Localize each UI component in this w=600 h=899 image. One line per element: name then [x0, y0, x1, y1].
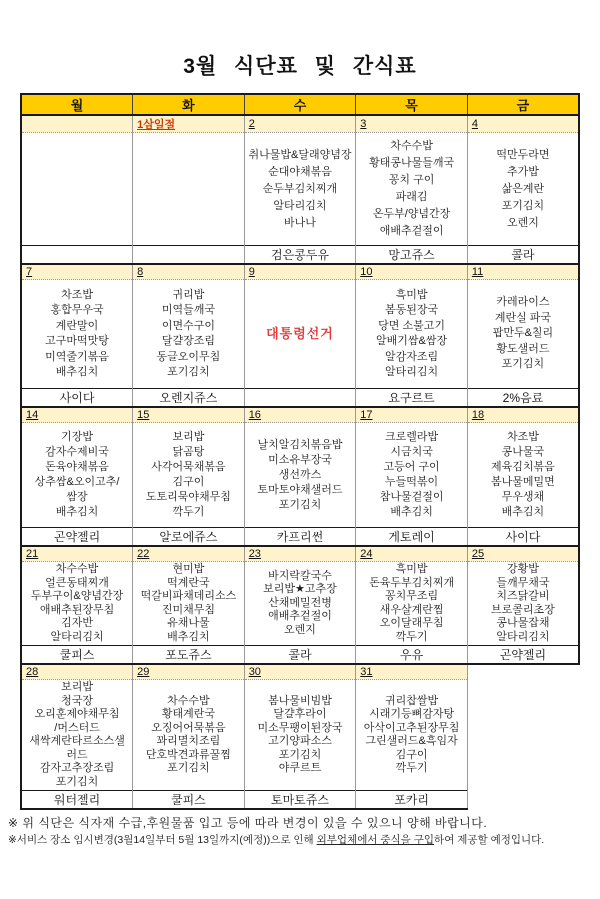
- snack-cell: 콜라: [244, 646, 356, 665]
- menu-item: 계란실 파국: [494, 311, 552, 324]
- date-cell: [133, 264, 245, 280]
- menu-item: 미역들깨국: [161, 304, 215, 316]
- date-label: 4: [471, 118, 478, 130]
- snack-cell: 토마토쥬스: [244, 791, 356, 810]
- weekday-header-row: [21, 94, 579, 115]
- menu-item: 애배추겉절이: [379, 225, 444, 237]
- menu-item: 바나나: [284, 216, 316, 229]
- date-cell: [244, 115, 356, 133]
- snack-cell: [21, 246, 133, 265]
- menu-cell: [356, 680, 468, 791]
- menu-item: 알타리김치: [50, 630, 104, 643]
- menu-item: 포기김치: [501, 199, 545, 212]
- menu-item: 귀리찹쌀밥: [385, 694, 439, 707]
- menu-item: 미소무팽이된장국: [257, 721, 343, 734]
- date-label: 7: [26, 266, 33, 278]
- date-label: 15: [137, 409, 150, 421]
- week-1-snack-row: [21, 389, 579, 408]
- menu-item: /머스터드: [54, 721, 100, 734]
- menu-item: 깍두기: [172, 506, 205, 518]
- menu-cell: [21, 562, 133, 646]
- menu-item: 아삭이고추된장무침: [363, 721, 460, 734]
- menu-item: 미역줄기볶음: [45, 350, 109, 363]
- menu-item: 도토리묵야채무침: [145, 491, 231, 503]
- date-cell: [21, 264, 133, 280]
- menu-item: 배추김치: [167, 630, 210, 643]
- menu-item: 콩나물국: [501, 446, 545, 458]
- date-label: 1삼일절: [137, 119, 176, 131]
- menu-item: 달걀장조림: [161, 335, 215, 347]
- menu-cell: [21, 133, 133, 246]
- date-label: 16: [248, 409, 261, 421]
- menu-item: 차수수밥: [167, 694, 210, 707]
- snack-cell: 망고쥬스: [356, 246, 468, 265]
- date-label: 2: [248, 118, 255, 130]
- week-1-date-row: [21, 264, 579, 280]
- menu-item: 산채메밀전병: [268, 596, 332, 609]
- date-cell: [21, 546, 133, 562]
- menu-cell: [21, 423, 133, 528]
- note-service-location: [8, 832, 600, 847]
- menu-item: 러드: [66, 748, 88, 761]
- date-label: 31: [360, 666, 373, 678]
- menu-cell: [21, 280, 133, 389]
- date-cell: [133, 115, 245, 133]
- menu-item: 배추김치: [55, 506, 99, 518]
- menu-item: 떡만두라면: [496, 148, 550, 161]
- menu-item: 치즈닭갈비: [496, 590, 550, 602]
- menu-item: 차조밥: [506, 431, 539, 443]
- menu-item: 오징어어묵볶음: [151, 721, 226, 734]
- week-1-menu-row: [21, 280, 579, 389]
- menu-item: 강황밥: [506, 563, 539, 575]
- menu-item: 쌈장: [66, 491, 88, 503]
- menu-item: 귀리밥: [172, 288, 205, 301]
- snack-cell: [133, 246, 245, 265]
- menu-item: 추가밥: [506, 165, 539, 178]
- note-line2-underlined: 외부업체에서 중식을 구입: [316, 834, 435, 846]
- menu-cell: [356, 562, 468, 646]
- menu-item: 그린샐러드&흑임자: [365, 735, 458, 747]
- weekday-header-0: 월: [21, 94, 133, 115]
- menu-item: 봄나물비빔밥: [268, 694, 332, 707]
- menu-cell: [467, 562, 579, 646]
- menu-cell: [244, 562, 356, 646]
- snack-cell: 사이다: [467, 528, 579, 547]
- menu-item: 상추쌈&오이고추/: [34, 476, 120, 488]
- menu-item: 오이달래무침: [379, 617, 444, 629]
- date-label: 22: [137, 548, 150, 560]
- menu-item: 황태계란국: [161, 708, 215, 720]
- menu-item: 순두부김치찌개: [262, 182, 338, 195]
- menu-item: 애배추된장무침: [39, 603, 115, 616]
- snack-cell: 콜라: [467, 246, 579, 265]
- menu-cell: [244, 280, 356, 389]
- date-cell: [467, 407, 579, 423]
- menu-cell: [356, 423, 468, 528]
- date-label: 14: [26, 409, 39, 421]
- menu-item: 바지락칼국수: [268, 569, 332, 582]
- snack-cell: 오렌지쥬스: [133, 389, 245, 408]
- menu-item: 누들떡볶이: [385, 476, 439, 488]
- date-label: 28: [26, 666, 39, 678]
- date-label: 17: [360, 409, 373, 421]
- menu-item: 차수수밥: [390, 140, 433, 152]
- snack-cell: [244, 389, 356, 408]
- menu-item: 깍두기: [395, 630, 428, 643]
- menu-item: 온두부/양념간장: [372, 208, 451, 220]
- menu-item: 김자반: [61, 617, 93, 629]
- menu-item: 알감자조림: [385, 350, 439, 363]
- menu-cell: [356, 280, 468, 389]
- note-line2-pre: ※서비스 장소 임시변경(3월14일부터 5월 13일까지(예정))으로 인해: [8, 834, 317, 846]
- snack-cell: 알로에쥬스: [133, 528, 245, 547]
- snack-cell: 쿨피스: [133, 791, 245, 810]
- menu-item: 알배기쌈&쌈장: [376, 335, 448, 347]
- weekday-header-3: 목: [356, 94, 468, 115]
- week-4-date-row: [21, 664, 579, 680]
- menu-item: 제육김치볶음: [491, 461, 555, 473]
- date-cell: [467, 546, 579, 562]
- menu-item: 돈육두부김치찌개: [369, 576, 455, 589]
- date-label: 25: [471, 548, 485, 560]
- snack-cell: 요구르트: [356, 389, 468, 408]
- menu-item: 황태콩나물들깨국: [369, 157, 455, 169]
- menu-item: 미소유부장국: [268, 453, 332, 466]
- menu-item: 차수수밥: [55, 563, 99, 575]
- menu-cell: [356, 133, 468, 246]
- date-cell: [133, 664, 245, 680]
- menu-item: 김구이: [172, 476, 205, 488]
- menu-cell: [244, 423, 356, 528]
- menu-item: 홍합무우국: [50, 304, 104, 316]
- meal-plan-body: [21, 115, 579, 809]
- week-0-date-row: [21, 115, 579, 133]
- menu-item: 달걀후라이: [273, 708, 327, 720]
- menu-item: 청국장: [61, 694, 93, 707]
- snack-cell: 곤약젤리: [467, 646, 579, 665]
- menu-item: 포기김치: [278, 498, 322, 511]
- date-cell: [356, 115, 468, 133]
- menu-item: 떡계란국: [167, 576, 210, 589]
- menu-item: 깍두기: [395, 762, 428, 774]
- menu-item: 기장밥: [61, 431, 93, 443]
- date-label: 8: [137, 266, 144, 278]
- menu-item: 꽈리멸치조림: [156, 735, 221, 747]
- menu-item: 포기김치: [501, 358, 545, 371]
- menu-cell: [467, 133, 579, 246]
- snack-cell: 쿨피스: [21, 646, 133, 665]
- date-cell: [467, 115, 579, 133]
- menu-item: 파래김: [395, 191, 428, 203]
- date-label: 23: [248, 548, 261, 560]
- week-4-menu-row: [21, 680, 579, 791]
- menu-item: 시래기등뼈감자탕: [369, 708, 455, 720]
- menu-item: 김구이: [395, 748, 428, 761]
- menu-item: 순대야채볶음: [268, 165, 332, 178]
- snack-cell: 포카리: [356, 791, 468, 810]
- snack-cell: 사이다: [21, 389, 133, 408]
- menu-item: 단호박견과류꿀찜: [145, 748, 231, 761]
- date-label: 29: [137, 666, 150, 678]
- week-2-date-row: [21, 407, 579, 423]
- menu-item: 흑미밥: [395, 288, 428, 301]
- snack-cell: 카프리썬: [244, 528, 356, 547]
- date-cell: [356, 407, 468, 423]
- menu-item: 알타리김치: [496, 630, 550, 643]
- menu-item: 황도샐러드: [496, 342, 550, 355]
- menu-item: 계란말이: [55, 319, 99, 332]
- menu-item: 배추김치: [501, 506, 545, 518]
- date-cell: [467, 664, 579, 680]
- snack-cell: 곤약젤리: [21, 528, 133, 547]
- week-3-date-row: [21, 546, 579, 562]
- date-cell: [244, 546, 356, 562]
- menu-item: 새싹계란타르소스샐: [29, 735, 125, 747]
- menu-item: 보리밥★고추장: [263, 583, 337, 596]
- weekday-header-1: 화: [133, 94, 245, 115]
- week-2-snack-row: [21, 528, 579, 547]
- week-3-snack-row: [21, 646, 579, 665]
- date-label: 24: [360, 548, 373, 560]
- note-line2-post: 하여 제공할 예정입니다.: [434, 834, 545, 846]
- menu-item: 새우살계란찜: [379, 603, 444, 616]
- menu-cell: [133, 680, 245, 791]
- date-cell: [244, 407, 356, 423]
- menu-item: 포기김치: [167, 762, 210, 774]
- menu-item: 두부구이&양념간장: [30, 590, 124, 602]
- menu-item: 흑미밥: [395, 563, 428, 575]
- menu-item: 고구마떡맛탕: [45, 335, 109, 347]
- menu-item: 오리훈제야채무침: [34, 708, 120, 720]
- menu-item: 팝만두&칠리: [492, 327, 554, 340]
- menu-item: 포기김치: [55, 775, 99, 788]
- menu-item: 당면 소불고기: [378, 319, 445, 332]
- menu-item: 브로콜리초장: [491, 603, 555, 616]
- snack-cell: 검은콩두유: [244, 246, 356, 265]
- date-cell: [244, 664, 356, 680]
- menu-item: 크로렐라밥: [385, 431, 439, 443]
- menu-item: 배추김치: [55, 366, 99, 378]
- menu-cell: [133, 280, 245, 389]
- date-cell: [356, 546, 468, 562]
- menu-item: 콩나물잡채: [496, 617, 550, 629]
- menu-item: 보리밥: [172, 431, 205, 443]
- date-cell: [244, 264, 356, 280]
- menu-item: 봄동된장국: [385, 304, 439, 316]
- date-cell: [21, 407, 133, 423]
- snack-cell: [467, 791, 579, 810]
- menu-item: 들깨무채국: [496, 576, 550, 589]
- menu-cell: [467, 280, 579, 389]
- menu-cell: [244, 680, 356, 791]
- menu-item: 꽁치 구이: [388, 174, 435, 186]
- menu-item: 애배추겉절이: [268, 610, 332, 623]
- menu-item: 포기김치: [278, 748, 322, 761]
- menu-item: 봄나물메밀면: [491, 476, 555, 488]
- menu-item: 떡갈비파채데리소스: [140, 590, 237, 602]
- date-label: 11: [471, 266, 484, 278]
- menu-item: 고등어 구이: [383, 461, 440, 473]
- menu-item: 카레라이스: [496, 296, 550, 309]
- week-0-menu-row: [21, 133, 579, 246]
- menu-cell: [133, 133, 245, 246]
- menu-item: 돈육야채볶음: [45, 461, 109, 473]
- date-label: 3: [360, 118, 367, 130]
- menu-item: 감자고추장조림: [39, 762, 115, 774]
- menu-item: 날치알김치볶음밥: [257, 438, 343, 451]
- menu-item: 보리밥: [61, 681, 93, 693]
- menu-item: 토마토야채샐러드: [257, 483, 343, 496]
- menu-item: 진미채무침: [161, 603, 215, 616]
- date-label: 9: [248, 266, 255, 278]
- date-label: 30: [248, 666, 261, 678]
- date-cell: [356, 264, 468, 280]
- menu-item: 사각어묵채볶음: [151, 461, 226, 473]
- snack-cell: 2%음료: [467, 389, 579, 408]
- menu-cell: [244, 133, 356, 246]
- weekday-header-row-inner: [21, 94, 579, 115]
- date-label: 10: [360, 266, 373, 278]
- week-2-menu-row: [21, 423, 579, 528]
- menu-item: 오렌지: [284, 623, 316, 636]
- date-label: 18: [471, 409, 485, 421]
- menu-item: 감자수제비국: [45, 446, 109, 458]
- menu-item: 오렌지: [506, 216, 539, 229]
- menu-item: 얼큰동태찌개: [45, 576, 109, 589]
- week-0-snack-row: [21, 246, 579, 265]
- footer-notes: [8, 814, 600, 847]
- menu-cell: [133, 423, 245, 528]
- menu-item: 참나물겉절이: [379, 491, 444, 503]
- snack-cell: 우유: [356, 646, 468, 665]
- menu-item: 무우생채: [501, 491, 545, 503]
- date-cell: [21, 664, 133, 680]
- menu-item: 생선까스: [278, 468, 322, 481]
- menu-item: 꽁치무조림: [385, 590, 439, 602]
- snack-cell: 포도쥬스: [133, 646, 245, 665]
- menu-item: 고기양파소스: [268, 735, 332, 747]
- menu-cell: [133, 562, 245, 646]
- menu-cell: [21, 680, 133, 791]
- menu-item: 차조밥: [61, 288, 93, 301]
- date-cell: [21, 115, 133, 133]
- snack-cell: 워터젤리: [21, 791, 133, 810]
- note-supply-change: ※ 위 식단은 식자재 수급,후원물품 입고 등에 따라 변경이 있을 수 있으니 양해 바랍니다.: [8, 816, 488, 830]
- menu-item: 닭곰탕: [172, 446, 205, 458]
- menu-cell: [467, 423, 579, 528]
- weekday-header-2: 수: [244, 94, 356, 115]
- menu-item: 이면수구이: [161, 319, 215, 332]
- menu-item: 알타리김치: [385, 366, 439, 378]
- snack-cell: 게토레이: [356, 528, 468, 547]
- meal-plan-table: [20, 93, 580, 810]
- date-label: 21: [26, 548, 39, 560]
- menu-item: 취나물밥&달래양념장: [248, 148, 352, 161]
- date-cell: [133, 546, 245, 562]
- menu-cell: [467, 680, 579, 791]
- election-notice: 대통령선거: [266, 326, 334, 342]
- menu-item: 포기김치: [167, 366, 210, 378]
- menu-item: 삶은계란: [501, 182, 545, 195]
- date-cell: [133, 407, 245, 423]
- page-title: 3월 식단표 및 간식표: [183, 55, 417, 78]
- menu-item: 유채나물: [167, 617, 210, 629]
- menu-item: 알타리김치: [273, 199, 327, 212]
- menu-item: 시금치국: [390, 446, 433, 458]
- date-cell: [356, 664, 468, 680]
- menu-item: 현미밥: [172, 563, 205, 575]
- weekday-header-4: 금: [467, 94, 579, 115]
- menu-item: 야쿠르트: [278, 762, 322, 774]
- week-4-snack-row: [21, 791, 579, 810]
- menu-item: 동글오이무침: [156, 350, 221, 363]
- week-3-menu-row: [21, 562, 579, 646]
- menu-item: 배추김치: [390, 506, 433, 518]
- date-cell: [467, 264, 579, 280]
